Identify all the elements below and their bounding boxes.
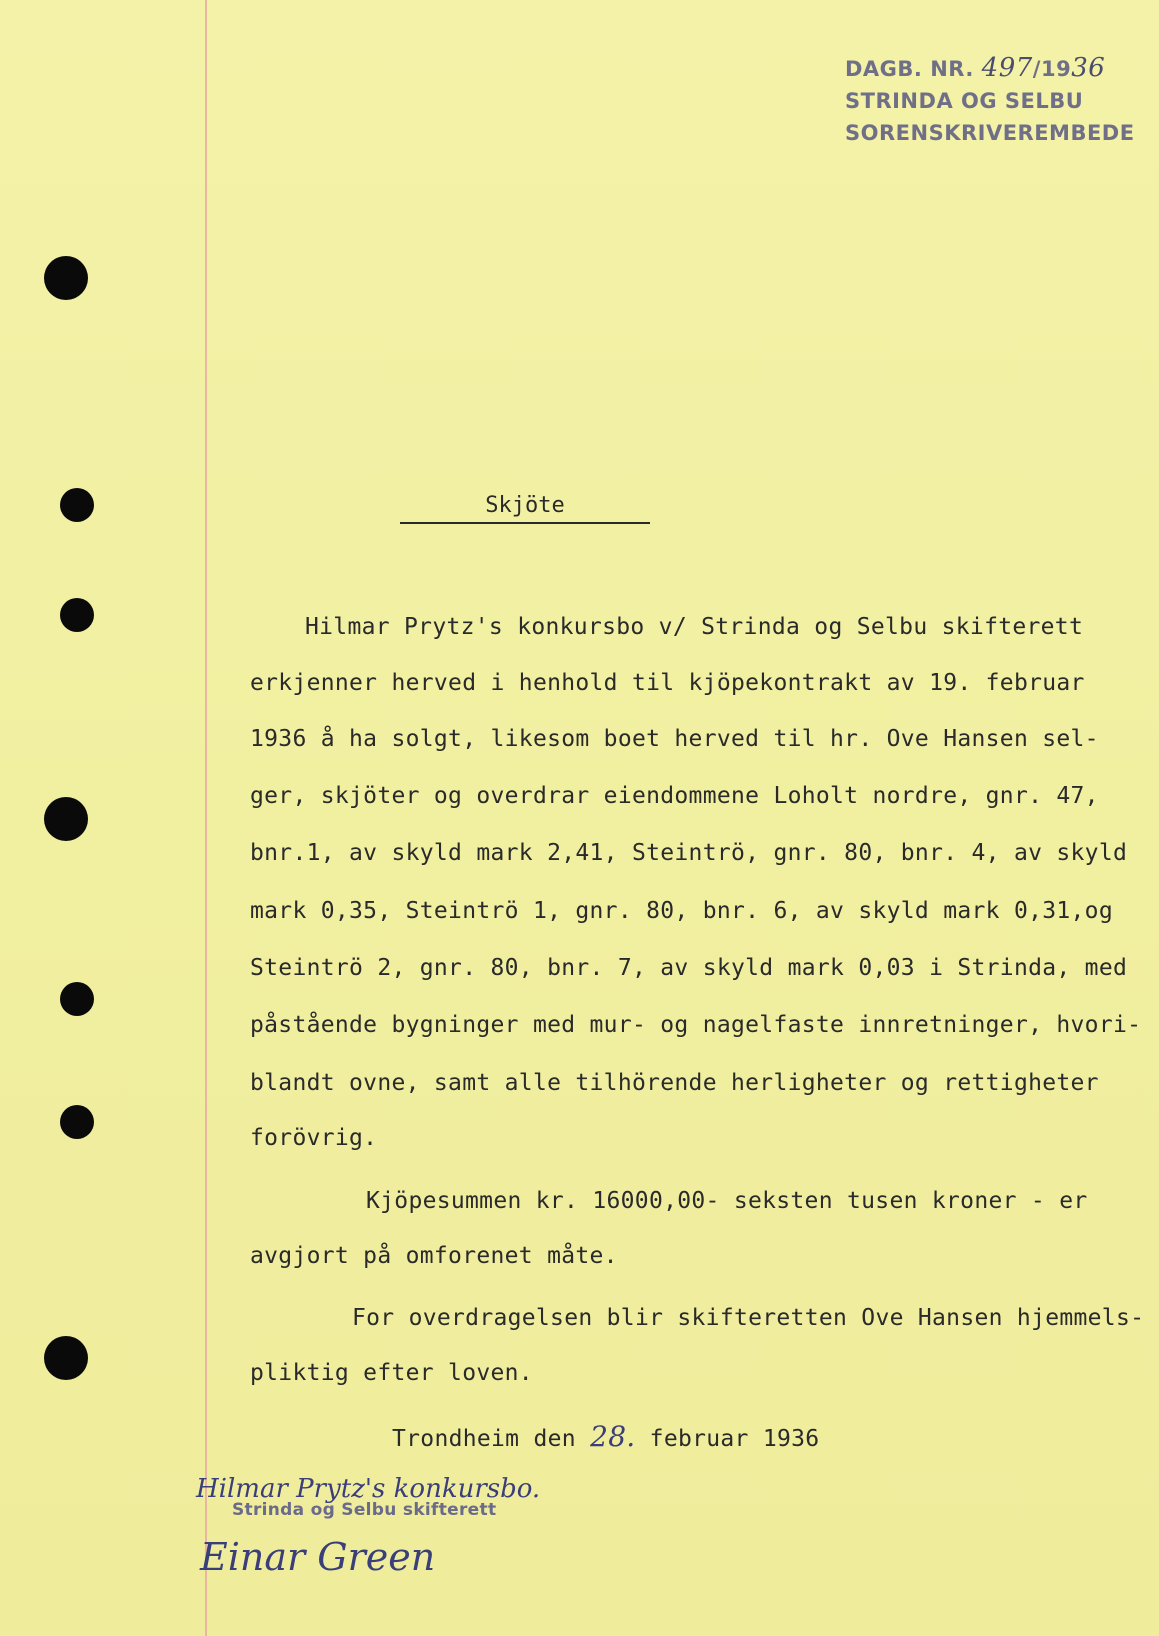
place-date-prefix: Trondheim den (392, 1426, 576, 1452)
text-line-6: mark 0,35, Steintrö 1, gnr. 80, bnr. 6, av skyld mark 0,31,og (250, 898, 1113, 924)
stamp-line-2: STRINDA OG SELBU (845, 89, 1084, 113)
place-date-day: 28. (590, 1420, 636, 1453)
registry-stamp (845, 52, 1145, 149)
stamp-line-3: SORENSKRIVEREMBEDE (845, 121, 1135, 145)
text-line-1: Hilmar Prytz's konkursbo v/ Strinda og Selbu skifterett (305, 614, 1084, 640)
text-line-2: erkjenner herved i henhold til kjöpekontrakt av 19. februar (250, 670, 1085, 696)
text-line-14: pliktig efter loven. (250, 1360, 533, 1386)
document-title: Skjöte (400, 492, 650, 524)
punch-hole-3 (60, 598, 94, 632)
signature-stamp: Strinda og Selbu skifterett (232, 1500, 497, 1520)
text-line-12: avgjort på omforenet måte. (250, 1243, 618, 1269)
stamp-number: 497 (981, 53, 1033, 83)
stamp-year: 36 (1071, 53, 1106, 83)
text-line-13: For overdragelsen blir skifteretten Ove Hansen hjemmels- (352, 1305, 1145, 1331)
punch-hole-4 (44, 797, 88, 841)
punch-hole-2 (60, 488, 94, 522)
text-line-5: bnr.1, av skyld mark 2,41, Steintrö, gnr. 80, bnr. 4, av skyld (250, 840, 1128, 866)
text-line-7: Steintrö 2, gnr. 80, bnr. 7, av skyld mark 0,03 i Strinda, med (250, 955, 1128, 981)
text-line-8: påstående bygninger med mur- og nagelfaste innretninger, hvori- (250, 1012, 1142, 1038)
text-line-9: blandt ovne, samt alle tilhörende herligheter og rettigheter (250, 1070, 1099, 1096)
margin-line (205, 0, 207, 1636)
stamp-prefix: DAGB. NR. (845, 57, 974, 81)
place-date (392, 1420, 819, 1453)
text-line-11: Kjöpesummen kr. 16000,00- seksten tusen kroner - er (366, 1188, 1088, 1214)
text-line-3: 1936 å ha solgt, likesom boet herved til hr. Ove Hansen sel- (250, 726, 1099, 752)
text-line-4: ger, skjöter og overdrar eiendommene Loholt nordre, gnr. 47, (250, 783, 1099, 809)
stamp-year-sep: /19 (1032, 57, 1072, 81)
punch-hole-1 (44, 256, 88, 300)
punch-hole-5 (60, 982, 94, 1016)
place-date-suffix: februar 1936 (649, 1426, 820, 1452)
text-line-10: forövrig. (250, 1125, 378, 1151)
signature-handwritten-2: Einar Green (200, 1535, 436, 1579)
punch-hole-6 (60, 1105, 94, 1139)
punch-hole-7 (44, 1336, 88, 1380)
signature-handwritten-1: Hilmar Prytz's konkursbo. (196, 1474, 541, 1504)
